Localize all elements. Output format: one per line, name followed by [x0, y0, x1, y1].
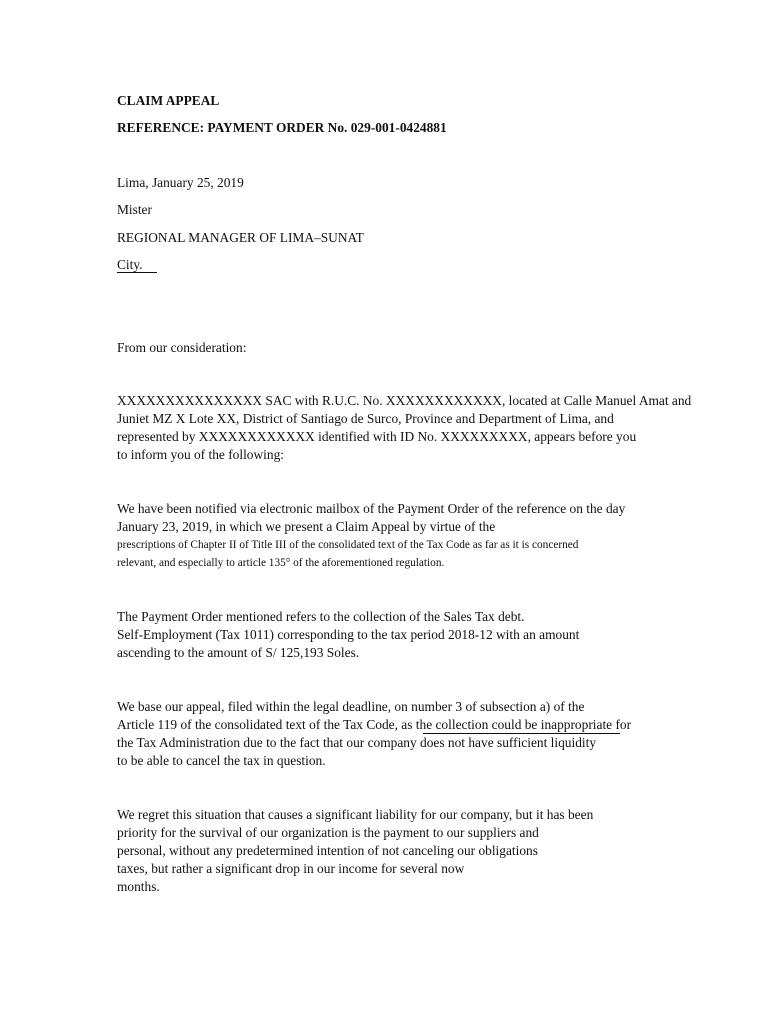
paragraph-1-line-3: represented by XXXXXXXXXXXX identified with ID No. XXXXXXXXX, appears before you [117, 429, 637, 444]
paragraph-3-line-1: The Payment Order mentioned refers to the collection of the Sales Tax debt. [117, 609, 525, 624]
paragraph-3-line-2: Self-Employment (Tax 1011) corresponding to the tax period 2018-12 with an amount [117, 627, 580, 642]
salutation: Mister [117, 202, 152, 217]
reference-line: REFERENCE: PAYMENT ORDER No. 029-001-0424881 [117, 120, 447, 135]
paragraph-5-line-5: months. [117, 879, 160, 894]
paragraph-4-line-2: Article 119 of the consolidated text of the Tax Code, as the collection could be inappropriate for [117, 717, 632, 732]
paragraph-3-line-3: ascending to the amount of S/ 125,193 Soles. [117, 645, 360, 660]
city-line: City. [117, 257, 143, 272]
date-line: Lima, January 25, 2019 [117, 175, 244, 190]
paragraph-1-line-4: to inform you of the following: [117, 447, 284, 462]
paragraph-4-line-1: We base our appeal, filed within the legal deadline, on number 3 of subsection a) of the [117, 699, 585, 714]
document-title: CLAIM APPEAL [117, 93, 220, 108]
paragraph-5-line-3: personal, without any predetermined intention of not canceling our obligations [117, 843, 538, 858]
paragraph-5-line-2: priority for the survival of our organization is the payment to our suppliers and [117, 825, 539, 840]
paragraph-4-line-3: the Tax Administration due to the fact that our company does not have sufficient liquidity [117, 735, 597, 750]
paragraph-2-line-2: January 23, 2019, in which we present a Claim Appeal by virtue of the [117, 519, 496, 534]
paragraph-1-line-2: Juniet MZ X Lote XX, District of Santiago de Surco, Province and Department of Lima, and [117, 411, 614, 426]
paragraph-1-line-1: XXXXXXXXXXXXXXX SAC with R.U.C. No. XXXXXXXXXXXX, located at Calle Manuel Amat and [117, 393, 692, 408]
city-underline [117, 272, 157, 273]
paragraph-4-line-4: to be able to cancel the tax in question. [117, 753, 326, 768]
paragraph-5-line-1: We regret this situation that causes a significant liability for our company, but it has been [117, 807, 594, 822]
paragraph-2-line-1: We have been notified via electronic mailbox of the Payment Order of the reference on the day [117, 501, 626, 516]
recipient: REGIONAL MANAGER OF LIMA–SUNAT [117, 230, 364, 245]
paragraph-5-line-4: taxes, but rather a significant drop in our income for several now [117, 861, 465, 876]
paragraph-2-line-3: prescriptions of Chapter II of Title III of the consolidated text of the Tax Code as far as it is concerned [117, 539, 579, 551]
greeting: From our consideration: [117, 340, 247, 355]
paragraph-2-line-4: relevant, and especially to article 135° of the aforementioned regulation. [117, 557, 445, 569]
